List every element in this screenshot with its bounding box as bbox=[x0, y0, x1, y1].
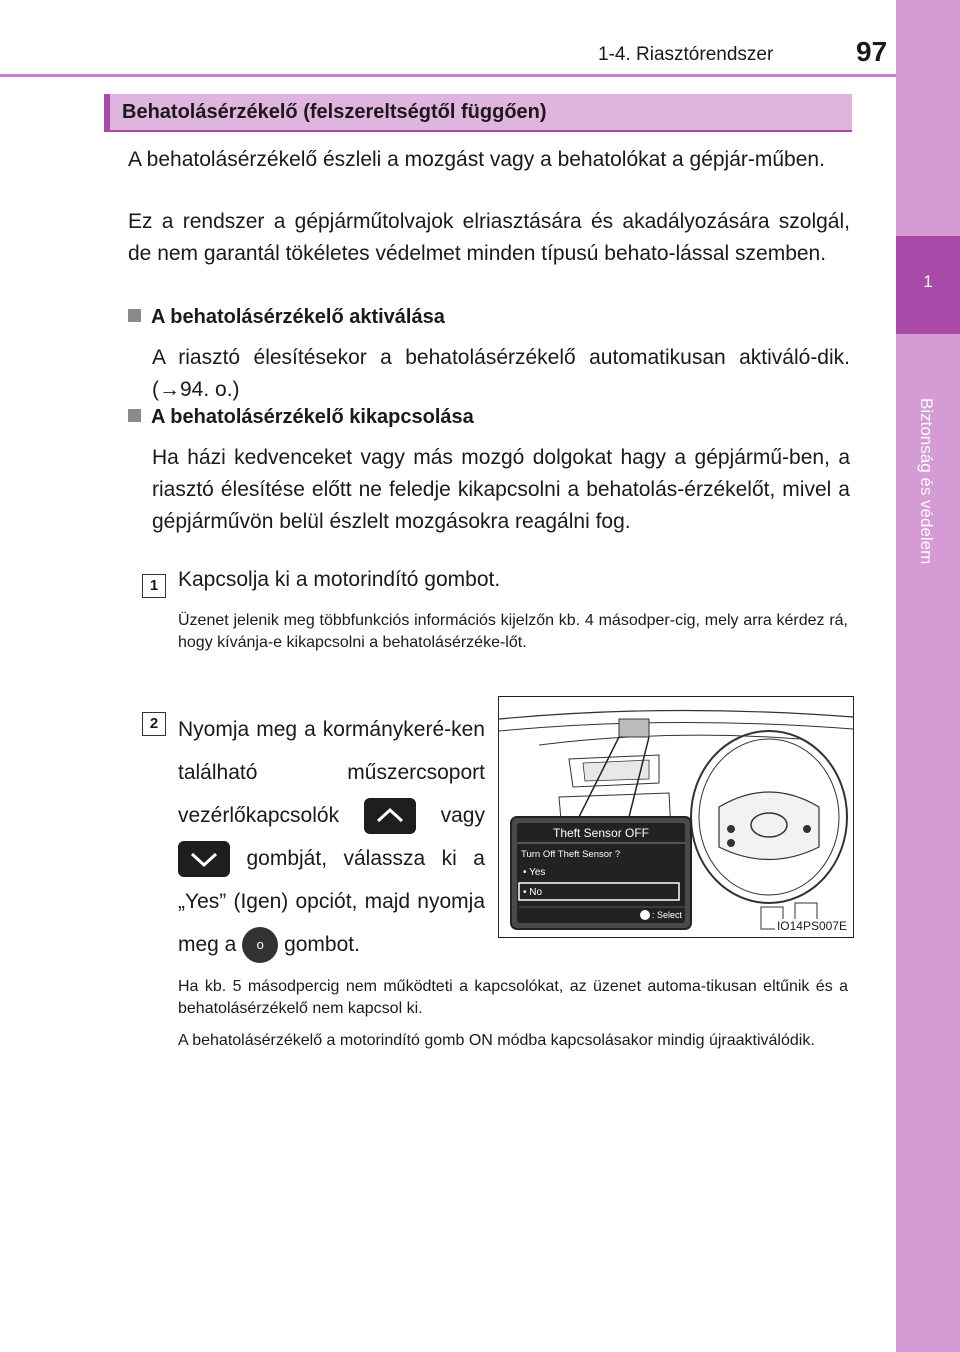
deactivation-paragraph: Ha házi kedvenceket vagy más mozgó dolgokat hagy a gépjármű-ben, a riasztó élesítése előtt ne feledje kikapcsolni a behatolás-érzékelőt, mivel a gépjárművön belül észlelt mozgásokra reagálni fog. bbox=[152, 446, 850, 533]
step-2-text-d: gombot. bbox=[284, 933, 360, 956]
chapter-title: Biztonság és védelem bbox=[917, 398, 936, 565]
down-switch-icon bbox=[178, 841, 230, 877]
step-1-number: 1 bbox=[142, 574, 166, 598]
note-reactivation: A behatolásérzékelő a motorindító gomb ON módba kapcsolásakor mindig újraaktiválódik. bbox=[178, 1032, 815, 1049]
subheading-deactivation-label: A behatolásérzékelő kikapcsolása bbox=[151, 406, 474, 428]
subheading-deactivation bbox=[128, 406, 474, 429]
step-2-text bbox=[178, 708, 485, 966]
step-2-text-b: vagy bbox=[440, 804, 485, 827]
page-number: 97 bbox=[856, 36, 888, 67]
figure-code: IO14PS007E bbox=[776, 919, 847, 933]
step-2-text-c: gombját, válassza ki a „Yes” (Igen) opciót, majd nyomja meg a bbox=[178, 847, 485, 956]
section-heading-underline bbox=[104, 130, 852, 132]
section-heading: Behatolásérzékelő (felszereltségtől függően) bbox=[122, 101, 547, 123]
note-auto-dismiss: Ha kb. 5 másodpercig nem működteti a kapcsolókat, az üzenet automa-tikusan eltűnik és a behatolásérzékelő nem kapcsol ki. bbox=[178, 978, 848, 1017]
dashboard-drawing bbox=[499, 697, 853, 937]
running-header-section: 1-4. Riasztórendszer bbox=[598, 44, 774, 65]
intro-paragraph-2: Ez a rendszer a gépjárműtolvajok elriasztására és akadályozására szolgál, de nem garantál tökéletes védelmet minden típusú behato-lással szemben. bbox=[128, 210, 850, 265]
screen-question: Turn Off Theft Sensor ? bbox=[521, 849, 621, 860]
chapter-number: 1 bbox=[923, 272, 933, 291]
subheading-activation bbox=[128, 306, 445, 329]
activation-paragraph: A riasztó élesítésekor a behatolásérzékelő automatikusan aktiváló-dik. (→94. o.) bbox=[152, 346, 850, 401]
screen-option-no: • No bbox=[523, 887, 543, 898]
screen-select-hint: : Select bbox=[652, 910, 683, 920]
chapter-side-tab bbox=[896, 0, 960, 1352]
step-2-number: 2 bbox=[142, 712, 166, 736]
step-1-note: Üzenet jelenik meg többfunkciós információs kijelzőn kb. 4 másodper-cig, mely arra kérdez rá, hogy kívánja-e kikapcsolni a behatolásérzéke-lőt. bbox=[178, 612, 848, 651]
step-2-text-a: Nyomja meg a kormánykeré-ken található műszercsoport vezérlőkapcsolók bbox=[178, 718, 485, 827]
ok-button-icon: o bbox=[242, 927, 278, 963]
up-switch-icon bbox=[364, 798, 416, 834]
header-rule bbox=[0, 74, 896, 77]
dashboard-illustration bbox=[498, 696, 854, 938]
intro-paragraph-1: A behatolásérzékelő észleli a mozgást vagy a behatolókat a gépjár-műben. bbox=[128, 148, 825, 171]
section-heading-accent bbox=[104, 94, 110, 130]
bullet-square-icon bbox=[128, 309, 141, 322]
screen-option-yes: • Yes bbox=[523, 867, 546, 878]
step-1-text: Kapcsolja ki a motorindító gombot. bbox=[178, 568, 501, 591]
bullet-square-icon bbox=[128, 409, 141, 422]
subheading-activation-label: A behatolásérzékelő aktiválása bbox=[151, 306, 445, 328]
screen-title: Theft Sensor OFF bbox=[552, 826, 650, 840]
